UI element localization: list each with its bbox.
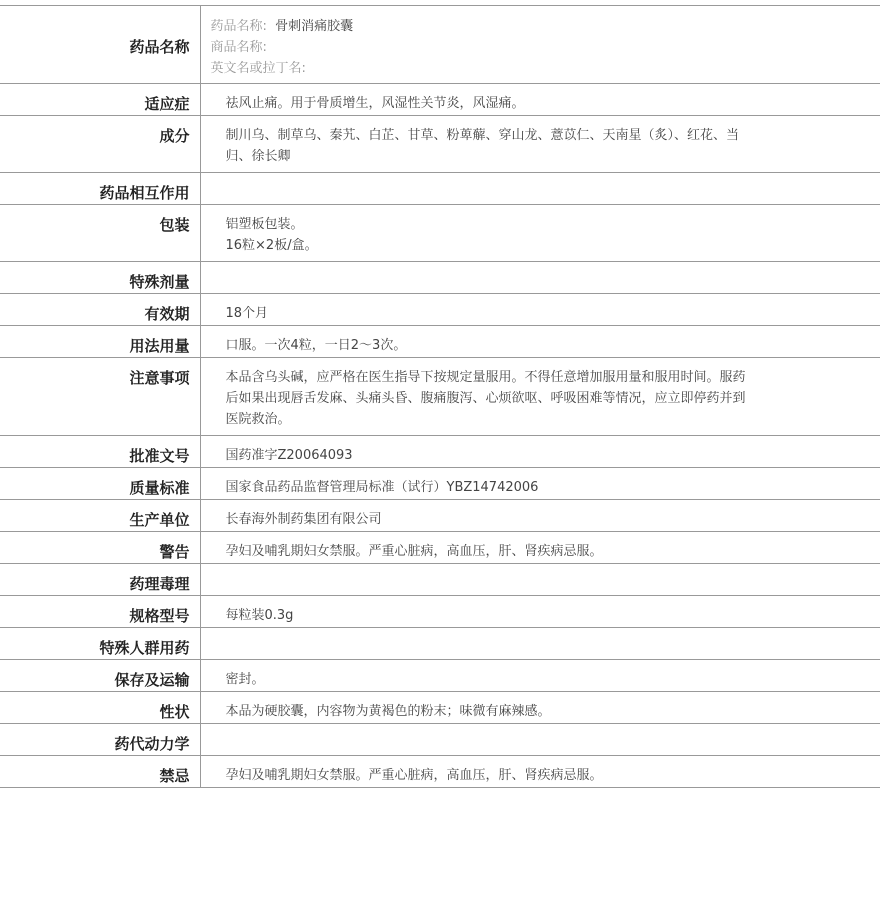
row-value-line: 医院救治。 [225,412,291,427]
row-value [200,436,880,468]
row-value-line: 本品含乌头碱，应严格在医生指导下按规定量服用。不得任意增加服用量和服用时间。服药 [225,370,746,385]
row-label: 药品相互作用 [0,173,200,205]
row-label: 批准文号 [0,436,200,468]
row-value [200,468,880,500]
table-row [0,6,880,84]
table-row [0,358,880,436]
table-row [0,326,880,358]
row-value-line: 口服。一次4粒，一日2～3次。 [225,338,407,353]
row-value-line: 国药准字Z20064093 [225,448,353,463]
row-label: 警告 [0,532,200,564]
english-name-label: 英文名或拉丁名: [210,61,306,76]
row-value [200,358,880,436]
row-value [200,6,880,84]
row-value [200,173,880,205]
table-row [0,756,880,788]
table-row [0,532,880,564]
row-value-line: 国家食品药品监督管理局标准（试行）YBZ14742006 [225,480,539,495]
row-value-line: 祛风止痛。用于骨质增生，风湿性关节炎，风湿痛。 [225,96,525,111]
row-value [200,500,880,532]
row-value [200,756,880,788]
row-label: 药理毒理 [0,564,200,596]
row-label: 药代动力学 [0,724,200,756]
table-row [0,660,880,692]
row-value [200,724,880,756]
row-label: 质量标准 [0,468,200,500]
row-value-line: 孕妇及哺乳期妇女禁服。严重心脏病，高血压，肝、肾疾病忌服。 [225,544,603,559]
row-label: 适应症 [0,84,200,116]
row-value-line: 每粒装0.3g [225,608,294,623]
english-name-line [211,58,791,79]
generic-name-line [211,16,791,37]
row-label: 生产单位 [0,500,200,532]
row-value [200,84,880,116]
table-row [0,468,880,500]
row-value [200,692,880,724]
table-row [0,294,880,326]
trade-name-label: 商品名称: [210,40,267,55]
drug-info-sheet [0,5,880,788]
row-label: 性状 [0,692,200,724]
table-row [0,628,880,660]
row-label: 禁忌 [0,756,200,788]
generic-name-value: 骨刺消痛胶囊 [275,19,354,34]
row-label: 注意事项 [0,358,200,436]
row-label: 特殊人群用药 [0,628,200,660]
row-label: 药品名称 [0,6,200,84]
row-value [200,596,880,628]
row-value [200,294,880,326]
table-row [0,173,880,205]
trade-name-line [211,37,791,58]
row-value [200,262,880,294]
row-label: 有效期 [0,294,200,326]
table-row [0,84,880,116]
row-value [200,660,880,692]
table-row [0,262,880,294]
row-value [200,205,880,262]
table-row [0,500,880,532]
row-value-line: 归、徐长卿 [225,149,291,164]
row-value-line: 孕妇及哺乳期妇女禁服。严重心脏病，高血压，肝、肾疾病忌服。 [225,768,603,783]
table-row [0,596,880,628]
row-value-line: 铝塑板包装。 [225,217,304,232]
row-value-line: 密封。 [225,672,265,687]
table-row [0,205,880,262]
row-label: 特殊剂量 [0,262,200,294]
row-value-line: 18个月 [225,306,269,321]
row-value-line: 本品为硬胶囊，内容物为黄褐色的粉末；味微有麻辣感。 [225,704,551,719]
table-row [0,436,880,468]
row-value [200,564,880,596]
drug-info-table [0,5,880,788]
row-value-line: 制川乌、制草乌、秦艽、白芷、甘草、粉萆薢、穿山龙、薏苡仁、天南星（炙）、红花、当 [225,128,740,143]
row-value [200,116,880,173]
row-label: 包装 [0,205,200,262]
table-row [0,692,880,724]
table-row [0,724,880,756]
row-value-line: 16粒×2板/盒。 [225,238,318,253]
row-value [200,532,880,564]
row-value [200,628,880,660]
generic-name-label: 药品名称: [210,19,267,34]
row-label: 规格型号 [0,596,200,628]
table-row [0,564,880,596]
row-label: 成分 [0,116,200,173]
row-value-line: 长春海外制药集团有限公司 [225,512,382,527]
table-row [0,116,880,173]
row-value-line: 后如果出现唇舌发麻、头痛头昏、腹痛腹泻、心烦欲呕、呼吸困难等情况，应立即停药并到 [225,391,746,406]
row-value [200,326,880,358]
row-label: 用法用量 [0,326,200,358]
row-label: 保存及运输 [0,660,200,692]
